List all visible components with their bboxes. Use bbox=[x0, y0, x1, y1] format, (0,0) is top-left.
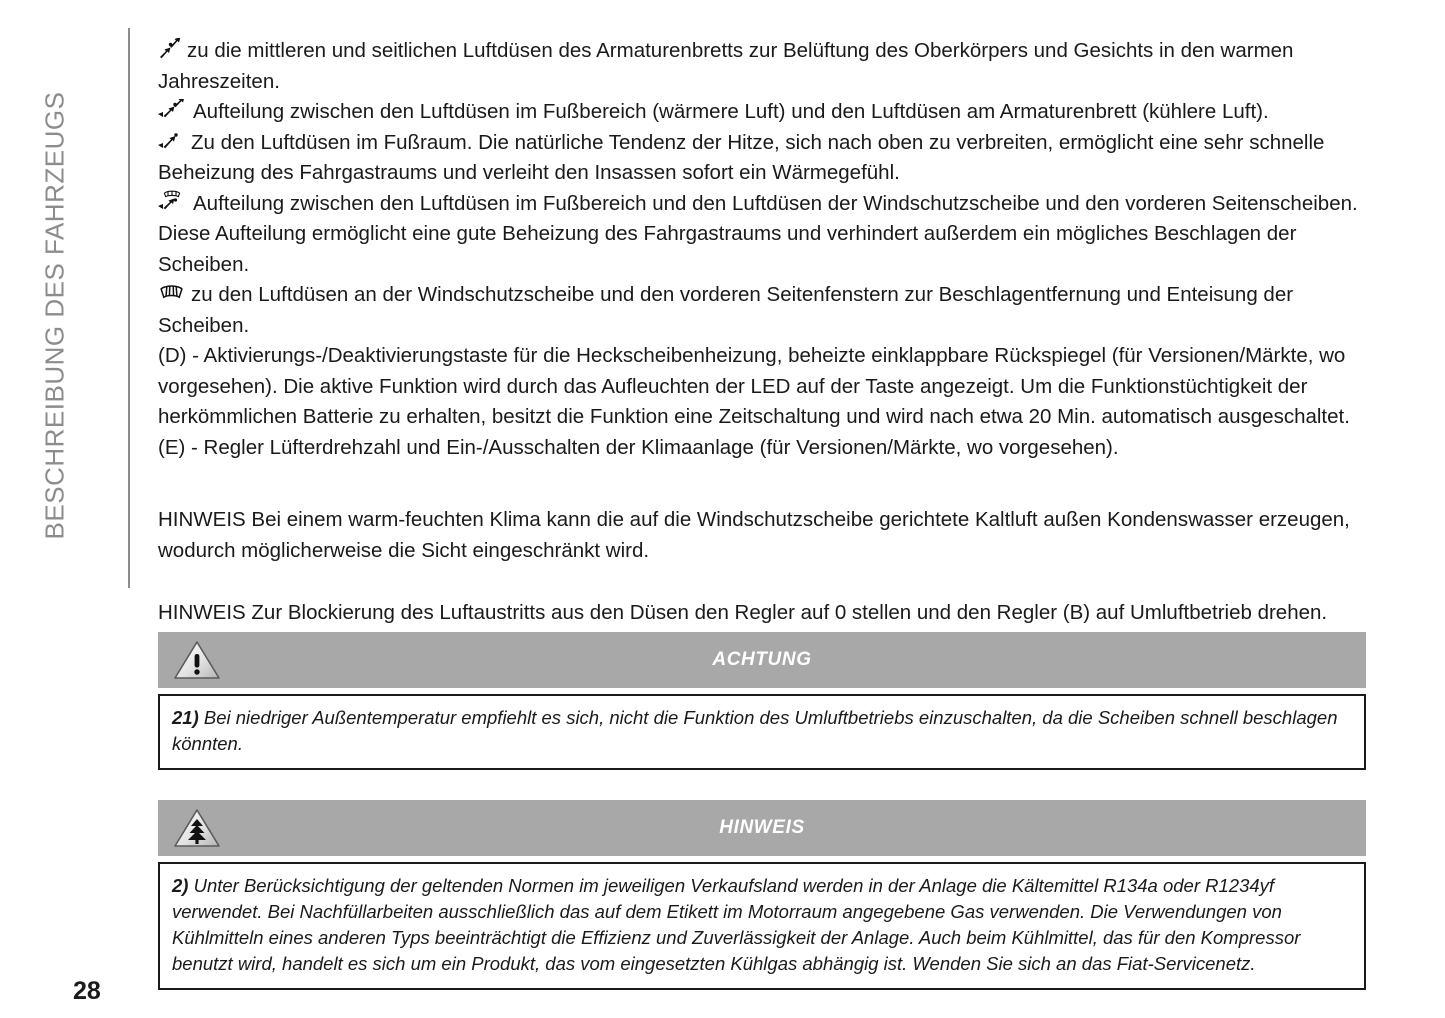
note-paragraph-condensation: HINWEIS Bei einem warm-feuchten Klima kann die auf die Windschutzscheibe gerichtete Kaltluft außen Kondenswasser erzeugen, wodurch möglicherweise die Sicht eingeschränkt wird. bbox=[158, 508, 1350, 562]
callout-hinweis bbox=[158, 800, 1366, 990]
windshield-defrost-icon bbox=[158, 284, 186, 304]
airflow-paragraph-face bbox=[158, 36, 1366, 97]
chapter-title-vertical: BESCHREIBUNG DES FAHRZEUGS bbox=[39, 91, 70, 540]
airflow-floor-and-defrost-icon bbox=[158, 189, 188, 213]
sidebar-divider-rule bbox=[128, 28, 130, 588]
callout-hinweis-title: HINWEIS bbox=[719, 817, 805, 838]
airflow-face-and-floor-vents-icon bbox=[158, 99, 188, 121]
note-paragraph-airflow-block: HINWEIS Zur Blockierung des Luftaustritts aus den Düsen den Regler auf 0 stellen und den Regler (B) auf Umluftbetrieb drehen. bbox=[158, 601, 1328, 624]
paragraph-spacer bbox=[158, 463, 1366, 505]
paragraph-text: Zu den Luftdüsen im Fußraum. Die natürliche Tendenz der Hitze, sich nach oben zu verbreiten, ermöglicht eine sehr schnelle Beheizung des Fahrgastraums und verleiht den Insassen sofort ein Wärmegefühl. bbox=[158, 130, 1325, 184]
paragraph-text: Aufteilung zwischen den Luftdüsen im Fußbereich (wärmere Luft) und den Luftdüsen am Armaturenbrett (kühlere Luft). bbox=[193, 100, 1269, 123]
paragraph-text: Aufteilung zwischen den Luftdüsen im Fußbereich und den Luftdüsen der Windschutzscheibe und den vorderen Seitenscheiben. Diese Aufteilung ermöglicht eine gute Beheizung des Fahrgastraums und verhindert außerdem ein mögliches Beschlagen der Scheiben. bbox=[158, 191, 1358, 276]
callout-hinweis-text: Unter Berücksichtigung der geltenden Normen im jeweiligen Verkaufsland werden in der Anlage die Kältemittel R134a oder R1234yf verwendet. Bei Nachfüllarbeiten ausschließlich das auf dem Etikett im Motorraum angegebene Gas verwenden. Die Verwendungen von Kühlmitteln eines anderen Typs beeinträchtigt die Effizienz und Zuverlässigkeit der Anlage. Auch beim Kühlmittel, das für den Kompressor benutzt wird, handelt es sich um ein Produkt, das vom eingesetzten Kühlgas abhängig ist. Wenden Sie sich an das Fiat-Servicenetz. bbox=[172, 875, 1301, 974]
airflow-paragraph-floor bbox=[158, 128, 1366, 189]
page-number: 28 bbox=[73, 977, 101, 1005]
environment-triangle-tree-icon bbox=[168, 804, 226, 852]
callout-achtung-number: 21) bbox=[172, 707, 199, 728]
main-text-column bbox=[158, 36, 1366, 629]
paragraph-spacer bbox=[158, 566, 1366, 598]
airflow-paragraph-face-floor bbox=[158, 97, 1366, 128]
control-d-paragraph: (D) - Aktivierungs-/Deaktivierungstaste für die Heckscheibenheizung, beheizte einklappbare Rückspiegel (für Versionen/Märkte, wo vorgesehen). Die aktive Funktion wird durch das Aufleuchten der LED auf der Taste angezeigt. Um die Funktionstüchtigkeit der herkömmlichen Batterie zu erhalten, besitzt die Funktion eine Zeitschaltung und wird nach etwa 20 Min. automatisch ausgeschaltet. bbox=[158, 344, 1350, 428]
callout-achtung-body bbox=[158, 694, 1366, 770]
callout-achtung-text: Bei niedriger Außentemperatur empfiehlt es sich, nicht die Funktion des Umluftbetriebs einzuschalten, da die Scheiben schnell beschlagen könnten. bbox=[172, 707, 1338, 754]
callout-hinweis-number: 2) bbox=[172, 875, 189, 896]
callout-hinweis-header bbox=[158, 800, 1366, 856]
callout-container bbox=[158, 632, 1366, 990]
airflow-floor-vents-icon bbox=[158, 130, 186, 152]
callout-achtung bbox=[158, 632, 1366, 770]
paragraph-text: zu die mittleren und seitlichen Luftdüsen des Armaturenbretts zur Belüftung des Oberkörpers und Gesichts in den warmen Jahreszeiten. bbox=[158, 39, 1294, 93]
warning-triangle-exclamation-icon bbox=[168, 636, 226, 684]
callout-achtung-title: ACHTUNG bbox=[712, 649, 812, 670]
control-e-paragraph: (E) - Regler Lüfterdrehzahl und Ein-/Ausschalten der Klimaanlage (für Versionen/Märkte, wo vorgesehen). bbox=[158, 435, 1119, 459]
chapter-sidebar bbox=[0, 0, 140, 1018]
airflow-face-vents-icon bbox=[158, 38, 182, 60]
callout-achtung-header bbox=[158, 632, 1366, 688]
airflow-paragraph-floor-defrost bbox=[158, 189, 1366, 281]
callout-spacer bbox=[158, 770, 1366, 800]
defrost-paragraph bbox=[158, 280, 1366, 341]
paragraph-text: zu den Luftdüsen an der Windschutzscheibe und den vorderen Seitenfenstern zur Beschlagentfernung und Enteisung der Scheiben. bbox=[158, 283, 1294, 337]
callout-hinweis-body bbox=[158, 862, 1366, 990]
